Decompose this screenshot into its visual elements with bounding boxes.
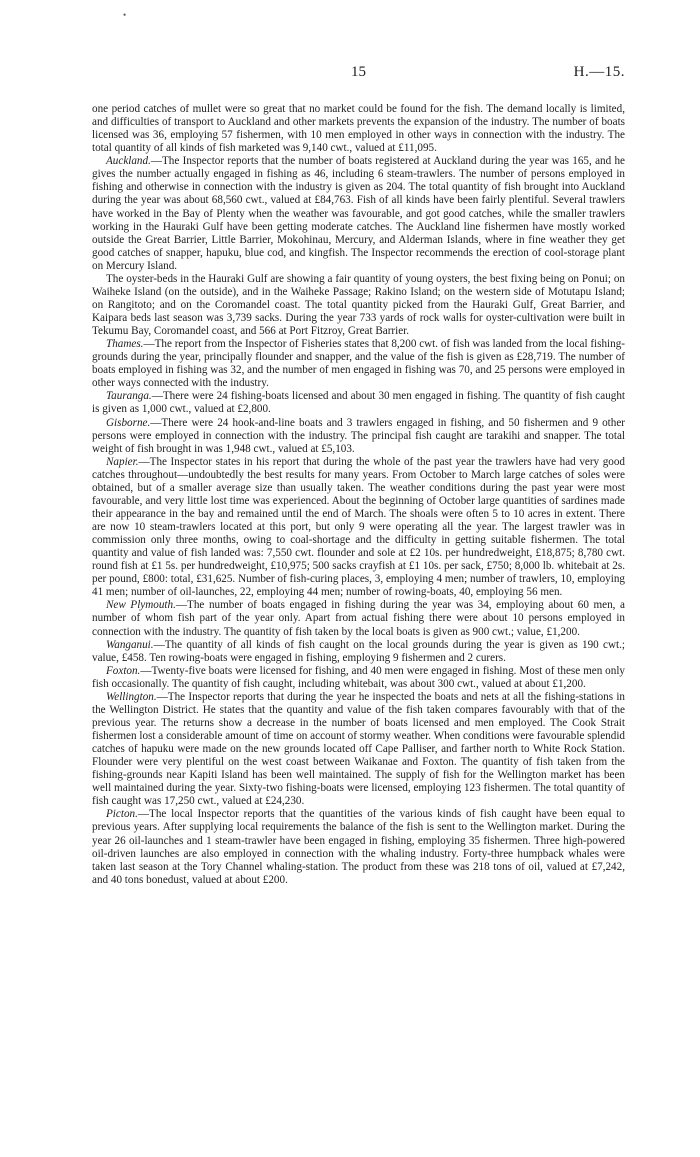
paragraph-auckland: [92, 155, 625, 273]
paragraph-new-plymouth: [92, 599, 625, 638]
paragraph-text: —The local Inspector reports that the quantities of the various kinds of fish caught have been equal to previous years. After supplying local requirements the balance of the fish is sent to the Wellington market. During the year 26 oil-launches and 1 steam-trawler have been engaged in fishing, employing 35 fishermen. Three high-powered oil-driven launches are also employed in connection with the whaling industry. Forty-three humpback whales were taken last season at the Tory Channel whaling-station. The product from these was 218 tons of oil, valued at £7,242, and 40 tons bonedust, valued at about £200.: [92, 808, 625, 886]
paragraph-foxton: [92, 665, 625, 691]
paragraph-text: —There were 24 hook-and-line boats and 3 trawlers engaged in fishing, and 50 fishermen and 9 other persons were employed in connection with the industry. The principal fish caught are tarakihi and snapper. The total weight of fish brought in was 1,948 cwt., valued at £5,103.: [92, 416, 625, 455]
paragraph-thames: [92, 338, 625, 390]
page-number: 15: [351, 64, 366, 80]
page-header: [92, 64, 625, 84]
paragraph-text: —Twenty-five boats were licensed for fishing, and 40 men were engaged in fishing. Most of these men only fish occasionally. The quantity of fish caught, including whitebait, was about 300 cwt., valued at about £1,200.: [92, 664, 625, 690]
place-heading: Foxton.: [106, 664, 141, 677]
place-heading: Wellington.: [106, 690, 157, 703]
place-heading: New Plymouth.: [106, 599, 176, 612]
place-heading: Gisborne.: [106, 416, 151, 429]
place-heading: Wanganui.: [106, 638, 154, 651]
paragraph-wellington: [92, 691, 625, 809]
paragraph-mullet-continuation: [92, 103, 625, 155]
report-body: [92, 103, 625, 887]
paragraph-text: —The Inspector reports that during the year he inspected the boats and nets at all the fishing-stations in the Wellington District. He states that the quantity and value of the fish taken compares favourably with that of the previous year. The returns show a decrease in the number of boats licensed and men employed. The Cook Strait fishermen lost a considerable amount of time on account of stormy weather. When conditions were favourable splendid catches of hapuku were made on the new grounds located off Cape Palliser, and farther north to White Rock Station. Flounder were very plentiful on the west coast between Waikanae and Foxton. The quantity of fish taken from the fishing-grounds near Kapiti Island has been well maintained. The supply of fish for the Wellington market has been well maintained during the year. Sixty-two fishing-boats were licensed, employing 123 fishermen. The total quantity of fish caught was 17,250 cwt., valued at £24,230.: [92, 690, 625, 808]
scan-speck: •: [123, 10, 127, 20]
paragraph-text: —The quantity of all kinds of fish caught on the local grounds during the year is given as 190 cwt.; value, £458. Ten rowing-boats were engaged in fishing, employing 9 fishermen and 2 curers.: [92, 638, 625, 664]
place-heading: Thames.: [106, 338, 144, 351]
paragraph-text: —The number of boats engaged in fishing during the year was 34, employing about 60 men, a number of whom fish part of the year only. Apart from actual fishing there were about 10 persons employed in connection with the industry. The quantity of fish taken by the local boats is given as 900 cwt.; value, £1,200.: [92, 599, 625, 638]
paragraph-text: —The Inspector reports that the number of boats registered at Auckland during the year was 165, and he gives the number actually engaged in fishing as 46, including 6 steam-trawlers. The number of persons employed in fishing and otherwise in connection with the industry is given as 204. The total quantity of fish brought into Auckland during the year was about 68,560 cwt., valued at £84,763. Fish of all kinds have been fairly plentiful. Several trawlers have worked in the Bay of Plenty when the weather was favourable, and got good catches, while the smaller trawlers working in the Hauraki Gulf have been getting moderate catches. The Auckland line fishermen have mostly worked outside the Great Barrier, Little Barrier, Mokohinau, Mercury, and Alderman Islands, where in fine weather they get good catches of snapper, hapuku, blue cod, and kingfish. The Inspector recommends the erection of cool-storage plant on Mercury Island.: [92, 155, 625, 272]
place-heading: Napier.: [106, 455, 139, 468]
paragraph-tauranga: [92, 390, 625, 416]
place-heading: Tauranga.: [106, 390, 152, 403]
paragraph-text: —There were 24 fishing-boats licensed and about 30 men engaged in fishing. The quantity of fish caught is given as 1,000 cwt., valued at £2,800.: [92, 390, 625, 416]
paragraph-text: —The report from the Inspector of Fisheries states that 8,200 cwt. of fish was landed from the local fishing-grounds during the year, principally flounder and snapper, and the value of the fish is given as £28,719. The number of boats employed in fishing was 32, and the number of men engaged in fishing was 70, and 25 persons were employed in other ways connected with the industry.: [92, 338, 625, 390]
paragraph-text: The oyster-beds in the Hauraki Gulf are showing a fair quantity of young oysters, the best fixing being on Ponui; on Waiheke Island (on the outside), and in the Waiheke Passage; Rakino Island; on the western side of Motutapu Island; on Rangitoto; and on the Coromandel coast. The total quantity picked from the Hauraki Gulf, Great Barrier, and Kaipara beds last season was 3,739 sacks. During the year 733 yards of rock walls for oyster-cultivation were built in Tekumu Bay, Coromandel coast, and 566 at Port Fitzroy, Great Barrier.: [92, 272, 625, 338]
place-heading: Picton.: [106, 808, 138, 821]
paragraph-oyster-beds: [92, 273, 625, 338]
document-reference: H.—15.: [573, 64, 625, 80]
paragraph-picton: [92, 808, 625, 886]
paragraph-text: one period catches of mullet were so great that no market could be found for the fish. The demand locally is limited, and difficulties of transport to Auckland and other markets prevents the expansion of the industry. The number of boats licensed was 36, employing 57 fishermen, with 10 men employed in other ways in connection with the industry. The total quantity of all kinds of fish marketed was 9,140 cwt., valued at £11,095.: [92, 103, 625, 155]
paragraph-wanganui: [92, 639, 625, 665]
paragraph-gisborne: [92, 417, 625, 456]
place-heading: Auckland.: [106, 155, 151, 168]
paragraph-text: —The Inspector states in his report that during the whole of the past year the trawlers have had very good catches throughout—undoubtedly the best results for many years. From October to March large catches of soles were obtained, but of a smaller average size than usually taken. The weather conditions during the past year were most favourable, and very little lost time was experienced. About the beginning of October large quantities of sardines made their appearance in the bay and remained until the end of March. The shoals were often 5 to 10 acres in extent. There are now 10 steam-trawlers located at this port, but only 9 were operating all the year. The largest trawler was in commission only three months, owing to coal-shortage and the difficulty in getting suitable fishermen. The total quantity and value of fish landed was: 7,550 cwt. flounder and sole at £2 10s. per hundredweight, £18,875; 8,780 cwt. round fish at £1 5s. per hundredweight, £10,975; 500 sacks crayfish at £1 10s. per sack, £750; 8,000 lb. whitebait at 2s. per pound, £800: total, £31,625. Number of fish-curing places, 3, employing 4 men; number of trawlers, 10, employing 41 men; number of oil-launches, 22, employing 44 men; number of rowing-boats, 40, employing 56 men.: [92, 455, 625, 599]
paragraph-napier: [92, 456, 625, 600]
